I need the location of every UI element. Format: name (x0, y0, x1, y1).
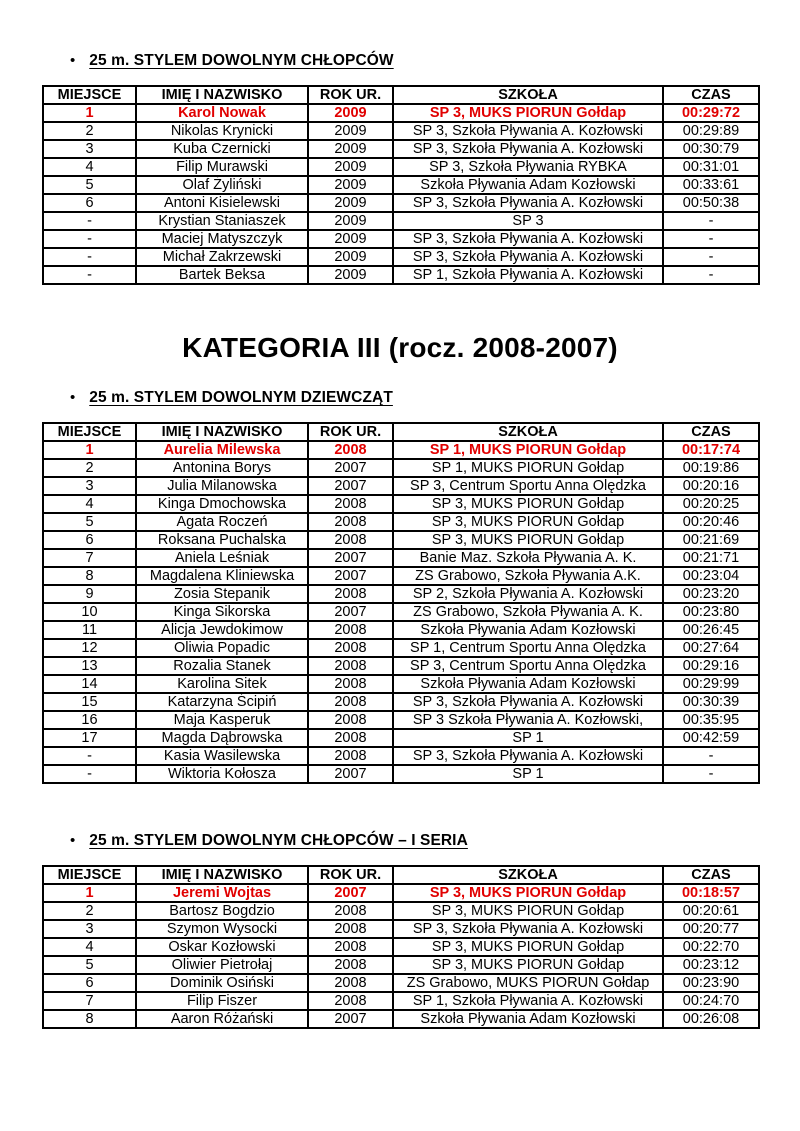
year-cell: 2008 (308, 729, 393, 747)
time-cell: 00:42:59 (663, 729, 759, 747)
time-cell: 00:20:77 (663, 920, 759, 938)
place-cell: 4 (43, 938, 136, 956)
name-cell: Dominik Osiński (136, 974, 308, 992)
school-column-header: SZKOŁA (393, 423, 663, 441)
school-cell: SP 3, MUKS PIORUN Gołdap (393, 495, 663, 513)
school-cell: SP 1, Szkoła Pływania A. Kozłowski (393, 992, 663, 1010)
result-row (43, 1010, 759, 1028)
school-cell: SP 3, MUKS PIORUN Gołdap (393, 938, 663, 956)
school-cell: SP 3, Centrum Sportu Anna Olędzka (393, 657, 663, 675)
year-cell: 2007 (308, 1010, 393, 1028)
name-cell: Maciej Matyszczyk (136, 230, 308, 248)
year-column-header: ROK UR. (308, 86, 393, 104)
school-cell: Szkoła Pływania Adam Kozłowski (393, 675, 663, 693)
school-cell: SP 3, MUKS PIORUN Gołdap (393, 531, 663, 549)
year-cell: 2007 (308, 884, 393, 902)
time-cell: 00:26:08 (663, 1010, 759, 1028)
time-cell: 00:19:86 (663, 459, 759, 477)
result-row (43, 495, 759, 513)
place-cell: 9 (43, 585, 136, 603)
year-cell: 2008 (308, 974, 393, 992)
year-cell: 2009 (308, 212, 393, 230)
place-cell: 2 (43, 122, 136, 140)
name-cell: Oliwier Pietrołaj (136, 956, 308, 974)
name-cell: Antonina Borys (136, 459, 308, 477)
boys-freestyle-seria1-table (42, 865, 760, 1029)
result-row (43, 459, 759, 477)
time-cell: 00:27:64 (663, 639, 759, 657)
time-cell: 00:29:16 (663, 657, 759, 675)
place-cell: 3 (43, 477, 136, 495)
name-cell: Oliwia Popadic (136, 639, 308, 657)
school-cell: SP 3, Szkoła Pływania A. Kozłowski (393, 122, 663, 140)
name-cell: Aaron Różański (136, 1010, 308, 1028)
result-row (43, 729, 759, 747)
school-cell: SP 3, Szkoła Pływania A. Kozłowski (393, 248, 663, 266)
year-cell: 2009 (308, 158, 393, 176)
year-cell: 2008 (308, 495, 393, 513)
time-cell: 00:24:70 (663, 992, 759, 1010)
result-row (43, 884, 759, 902)
result-row (43, 158, 759, 176)
year-cell: 2007 (308, 459, 393, 477)
year-cell: 2008 (308, 675, 393, 693)
place-cell: 8 (43, 1010, 136, 1028)
school-column-header: SZKOŁA (393, 86, 663, 104)
year-column-header: ROK UR. (308, 866, 393, 884)
school-cell: SP 1 (393, 729, 663, 747)
result-row (43, 639, 759, 657)
result-row (43, 621, 759, 639)
name-cell: Karol Nowak (136, 104, 308, 122)
name-cell: Wiktoria Kołosza (136, 765, 308, 783)
year-cell: 2009 (308, 140, 393, 158)
header-row (43, 866, 759, 884)
school-cell: SP 1, Centrum Sportu Anna Olędzka (393, 639, 663, 657)
school-cell: ZS Grabowo, MUKS PIORUN Gołdap (393, 974, 663, 992)
school-cell: SP 3 Szkoła Pływania A. Kozłowski, (393, 711, 663, 729)
result-row (43, 248, 759, 266)
time-cell: 00:35:95 (663, 711, 759, 729)
place-cell: - (43, 765, 136, 783)
year-cell: 2008 (308, 992, 393, 1010)
result-row (43, 513, 759, 531)
place-cell: 6 (43, 194, 136, 212)
result-row (43, 176, 759, 194)
result-row (43, 693, 759, 711)
name-cell: Olaf Żyliński (136, 176, 308, 194)
year-cell: 2007 (308, 765, 393, 783)
year-column-header: ROK UR. (308, 423, 393, 441)
school-cell: SP 3, MUKS PIORUN Gołdap (393, 104, 663, 122)
school-cell: SP 3, Szkoła Pływania A. Kozłowski (393, 194, 663, 212)
year-cell: 2009 (308, 266, 393, 284)
name-cell: Szymon Wysocki (136, 920, 308, 938)
time-cell: 00:18:57 (663, 884, 759, 902)
name-cell: Filip Fiszer (136, 992, 308, 1010)
time-cell: 00:29:89 (663, 122, 759, 140)
name-column-header: IMIĘ I NAZWISKO (136, 423, 308, 441)
result-row (43, 956, 759, 974)
place-cell: 11 (43, 621, 136, 639)
year-cell: 2009 (308, 122, 393, 140)
school-cell: SP 3, Szkoła Pływania A. Kozłowski (393, 920, 663, 938)
name-cell: Michał Zakrzewski (136, 248, 308, 266)
result-row (43, 140, 759, 158)
year-cell: 2008 (308, 747, 393, 765)
event-heading-boys-freestyle (70, 52, 758, 70)
result-row (43, 974, 759, 992)
girls-freestyle-table (42, 422, 760, 784)
year-cell: 2008 (308, 693, 393, 711)
time-cell: - (663, 747, 759, 765)
bullet-icon: • (70, 389, 76, 406)
header-row (43, 423, 759, 441)
place-cell: - (43, 248, 136, 266)
name-cell: Zosia Stepanik (136, 585, 308, 603)
time-cell: 00:20:61 (663, 902, 759, 920)
school-cell: SP 3, MUKS PIORUN Gołdap (393, 902, 663, 920)
result-row (43, 266, 759, 284)
place-cell: 1 (43, 441, 136, 459)
time-cell: 00:20:25 (663, 495, 759, 513)
year-cell: 2008 (308, 621, 393, 639)
school-cell: ZS Grabowo, Szkoła Pływania A.K. (393, 567, 663, 585)
place-cell: 5 (43, 176, 136, 194)
time-column-header: CZAS (663, 86, 759, 104)
result-row (43, 711, 759, 729)
school-cell: SP 3, Szkoła Pływania A. Kozłowski (393, 230, 663, 248)
result-row (43, 902, 759, 920)
place-cell: 14 (43, 675, 136, 693)
year-cell: 2008 (308, 956, 393, 974)
school-cell: ZS Grabowo, Szkoła Pływania A. K. (393, 603, 663, 621)
school-cell: SP 3, Szkoła Pływania A. Kozłowski (393, 693, 663, 711)
year-cell: 2009 (308, 104, 393, 122)
year-cell: 2007 (308, 603, 393, 621)
year-cell: 2009 (308, 230, 393, 248)
time-column-header: CZAS (663, 866, 759, 884)
year-cell: 2008 (308, 585, 393, 603)
time-cell: 00:30:39 (663, 693, 759, 711)
name-cell: Katarzyna Ścipiń (136, 693, 308, 711)
place-cell: 2 (43, 459, 136, 477)
place-cell: 16 (43, 711, 136, 729)
event-heading-text: 25 m. STYLEM DOWOLNYM CHŁOPCÓW – I SERIA (89, 832, 468, 849)
year-cell: 2008 (308, 902, 393, 920)
place-cell: 5 (43, 513, 136, 531)
name-cell: Antoni Kisielewski (136, 194, 308, 212)
school-cell: SP 3, Szkoła Pływania A. Kozłowski (393, 747, 663, 765)
name-cell: Magdalena Kliniewska (136, 567, 308, 585)
time-cell: 00:23:12 (663, 956, 759, 974)
place-column-header: MIEJSCE (43, 423, 136, 441)
result-row (43, 212, 759, 230)
place-column-header: MIEJSCE (43, 86, 136, 104)
result-row (43, 657, 759, 675)
place-cell: 2 (43, 902, 136, 920)
school-cell: SP 2, Szkoła Pływania A. Kozłowski (393, 585, 663, 603)
place-cell: 13 (43, 657, 136, 675)
name-column-header: IMIĘ I NAZWISKO (136, 86, 308, 104)
school-cell: SP 3, MUKS PIORUN Gołdap (393, 884, 663, 902)
place-cell: - (43, 266, 136, 284)
name-cell: Oskar Kozłowski (136, 938, 308, 956)
place-cell: 10 (43, 603, 136, 621)
year-cell: 2008 (308, 711, 393, 729)
event-heading-girls-freestyle (70, 389, 758, 407)
school-cell: SP 3, Szkoła Pływania RYBKA (393, 158, 663, 176)
result-row (43, 549, 759, 567)
name-cell: Kinga Dmochowska (136, 495, 308, 513)
result-row (43, 765, 759, 783)
time-cell: - (663, 248, 759, 266)
name-cell: Nikolas Krynicki (136, 122, 308, 140)
school-cell: SP 1, MUKS PIORUN Gołdap (393, 441, 663, 459)
boys-freestyle-table (42, 85, 760, 285)
time-column-header: CZAS (663, 423, 759, 441)
time-cell: 00:20:46 (663, 513, 759, 531)
school-cell: SP 3, Centrum Sportu Anna Olędzka (393, 477, 663, 495)
name-cell: Aurelia Milewska (136, 441, 308, 459)
result-row (43, 603, 759, 621)
school-cell: SP 1 (393, 765, 663, 783)
result-row (43, 675, 759, 693)
time-cell: - (663, 765, 759, 783)
time-cell: 00:23:80 (663, 603, 759, 621)
result-row (43, 531, 759, 549)
event-heading-text: 25 m. STYLEM DOWOLNYM DZIEWCZĄT (89, 389, 393, 406)
school-cell: Banie Maz. Szkoła Pływania A. K. (393, 549, 663, 567)
place-cell: 12 (43, 639, 136, 657)
time-cell: 00:21:69 (663, 531, 759, 549)
name-cell: Kasia Wasilewska (136, 747, 308, 765)
result-row (43, 104, 759, 122)
name-cell: Rozalia Stanek (136, 657, 308, 675)
name-cell: Filip Murawski (136, 158, 308, 176)
result-row (43, 992, 759, 1010)
place-cell: 5 (43, 956, 136, 974)
time-cell: 00:21:71 (663, 549, 759, 567)
bullet-icon: • (70, 832, 76, 849)
name-cell: Kuba Czernicki (136, 140, 308, 158)
event-heading-text: 25 m. STYLEM DOWOLNYM CHŁOPCÓW (89, 52, 394, 69)
name-cell: Karolina Sitek (136, 675, 308, 693)
time-cell: 00:29:99 (663, 675, 759, 693)
year-cell: 2009 (308, 194, 393, 212)
school-column-header: SZKOŁA (393, 866, 663, 884)
result-row (43, 194, 759, 212)
time-cell: 00:22:70 (663, 938, 759, 956)
name-cell: Roksana Puchalska (136, 531, 308, 549)
place-cell: - (43, 212, 136, 230)
place-cell: 1 (43, 104, 136, 122)
category-heading: KATEGORIA III (rocz. 2008-2007) (182, 332, 618, 363)
name-cell: Magda Dąbrowska (136, 729, 308, 747)
year-cell: 2008 (308, 513, 393, 531)
place-cell: 1 (43, 884, 136, 902)
place-cell: - (43, 230, 136, 248)
result-row (43, 747, 759, 765)
year-cell: 2007 (308, 549, 393, 567)
year-cell: 2008 (308, 531, 393, 549)
year-cell: 2007 (308, 567, 393, 585)
place-cell: 4 (43, 158, 136, 176)
school-cell: SP 3, MUKS PIORUN Gołdap (393, 956, 663, 974)
time-cell: 00:33:61 (663, 176, 759, 194)
time-cell: 00:30:79 (663, 140, 759, 158)
place-cell: 15 (43, 693, 136, 711)
event-heading-boys-freestyle-seria1 (70, 832, 758, 850)
name-cell: Bartosz Bogdzio (136, 902, 308, 920)
time-cell: - (663, 212, 759, 230)
place-column-header: MIEJSCE (43, 866, 136, 884)
time-cell: 00:23:90 (663, 974, 759, 992)
year-cell: 2009 (308, 248, 393, 266)
result-row (43, 441, 759, 459)
time-cell: 00:31:01 (663, 158, 759, 176)
name-cell: Aniela Leśniak (136, 549, 308, 567)
place-cell: 7 (43, 992, 136, 1010)
school-cell: SP 3, Szkoła Pływania A. Kozłowski (393, 140, 663, 158)
name-cell: Maja Kasperuk (136, 711, 308, 729)
name-cell: Alicja Jewdokimow (136, 621, 308, 639)
result-row (43, 938, 759, 956)
year-cell: 2008 (308, 657, 393, 675)
bullet-icon: • (70, 52, 76, 69)
time-cell: 00:50:38 (663, 194, 759, 212)
name-cell: Kinga Sikorska (136, 603, 308, 621)
time-cell: - (663, 266, 759, 284)
result-row (43, 122, 759, 140)
name-cell: Julia Milanowska (136, 477, 308, 495)
result-row (43, 567, 759, 585)
school-cell: SP 1, Szkoła Pływania A. Kozłowski (393, 266, 663, 284)
school-cell: SP 3, MUKS PIORUN Gołdap (393, 513, 663, 531)
place-cell: 7 (43, 549, 136, 567)
result-row (43, 920, 759, 938)
year-cell: 2008 (308, 639, 393, 657)
time-cell: 00:20:16 (663, 477, 759, 495)
year-cell: 2009 (308, 176, 393, 194)
place-cell: 6 (43, 531, 136, 549)
name-cell: Jeremi Wojtas (136, 884, 308, 902)
place-cell: 3 (43, 140, 136, 158)
name-cell: Agata Roczeń (136, 513, 308, 531)
place-cell: 8 (43, 567, 136, 585)
time-cell: 00:23:04 (663, 567, 759, 585)
name-cell: Krystian Staniaszek (136, 212, 308, 230)
school-cell: SP 3 (393, 212, 663, 230)
result-row (43, 477, 759, 495)
time-cell: - (663, 230, 759, 248)
year-cell: 2007 (308, 477, 393, 495)
result-row (43, 230, 759, 248)
school-cell: Szkoła Pływania Adam Kozłowski (393, 621, 663, 639)
time-cell: 00:29:72 (663, 104, 759, 122)
name-cell: Bartek Beksa (136, 266, 308, 284)
name-column-header: IMIĘ I NAZWISKO (136, 866, 308, 884)
time-cell: 00:23:20 (663, 585, 759, 603)
year-cell: 2008 (308, 920, 393, 938)
time-cell: 00:17:74 (663, 441, 759, 459)
place-cell: 4 (43, 495, 136, 513)
result-row (43, 585, 759, 603)
school-cell: Szkoła Pływania Adam Kozłowski (393, 176, 663, 194)
place-cell: - (43, 747, 136, 765)
year-cell: 2008 (308, 938, 393, 956)
school-cell: SP 1, MUKS PIORUN Gołdap (393, 459, 663, 477)
place-cell: 3 (43, 920, 136, 938)
time-cell: 00:26:45 (663, 621, 759, 639)
year-cell: 2008 (308, 441, 393, 459)
header-row (43, 86, 759, 104)
place-cell: 6 (43, 974, 136, 992)
place-cell: 17 (43, 729, 136, 747)
school-cell: Szkoła Pływania Adam Kozłowski (393, 1010, 663, 1028)
